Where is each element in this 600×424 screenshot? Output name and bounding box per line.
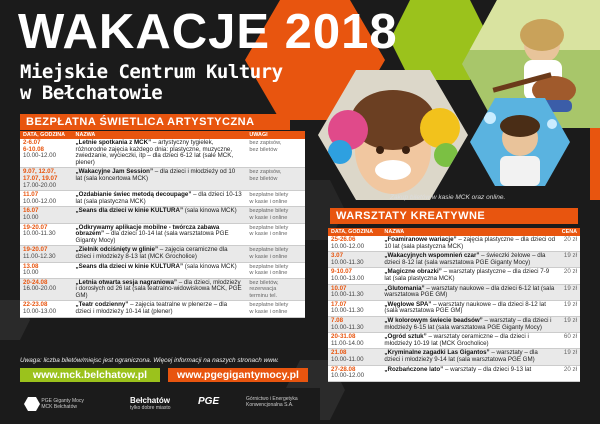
row-time: 10.00-11.30 [331, 323, 364, 331]
row-time: 10.00-12.00 [23, 152, 57, 160]
row-activity-description: – warsztaty plastyczne – dla dzieci 7-9 lat (sala plastyczna MCK) [384, 268, 550, 282]
table-free-activities [20, 131, 305, 318]
row-activity-title: „Węglowe SPA” [384, 300, 432, 308]
row-activity-description: – świeczki żelowe – dla dzieci 8-12 lat (sala warsztatowa PGE Giganty Mocy) [384, 252, 546, 266]
table-row [328, 300, 580, 316]
row-date [20, 301, 73, 317]
pge-sub-label: Górnictwo i Energetyka Konwencjonalna S.A. [246, 396, 298, 408]
row-price: 19 zł [558, 284, 580, 300]
pge-gm-label: PGE Giganty Mocy MCK Bełchatów [41, 398, 84, 410]
row-time: 10.00-13.00 [23, 308, 57, 316]
row-activity-title: „Rozbańczone lato” [384, 365, 444, 373]
row-activity-title: „Seans dla dzieci w kinie KULTURA” [75, 262, 184, 270]
table-row [328, 333, 580, 349]
table-header-row [328, 228, 580, 236]
photo-boy-splash [470, 98, 570, 186]
row-date-text: 9.07, 12.07, 17.07, 19.07 [23, 168, 58, 182]
pge-website-link[interactable]: www.pgegigantymocy.pl [168, 368, 308, 382]
row-note: bezpłatne bilety w kasie i online [246, 301, 305, 317]
row-note: bez biletów, rezerwacja terminu tel. [246, 278, 305, 301]
row-activity-description: – warsztaty naukowe – dla dzieci 8-12 lat (sala warsztatowa PGE GM) [384, 300, 546, 315]
row-date-text: 17.07 [331, 300, 347, 308]
limited-seats-note: Uwaga: liczba biletów/miejsc jest ograniczona. Więcej informacji na naszych stronach www. [20, 357, 279, 364]
row-date [328, 252, 381, 268]
row-time: 10.00-12.00 [23, 197, 57, 205]
row-activity-description: (sala kinowa MCK) [183, 262, 237, 270]
row-note: bezpłatne bilety w kasie i online [246, 207, 305, 223]
row-note: bezpłatne bilety w kasie i online [246, 223, 305, 246]
row-activity-description: – dla dzieci, młodzieży i dorosłych od 26 lat (sala teatralno-widowiskowa MCK, PGE GM) [75, 278, 242, 299]
row-date [20, 262, 73, 278]
row-date [328, 300, 381, 316]
row-activity-title: „Letnie spotkania z MCK” [75, 139, 152, 146]
row-activity-title: „Wakacyjnych wspomnień czar” [384, 252, 480, 260]
pge-label: PGE [198, 396, 220, 407]
row-date-text: 10.07 [331, 284, 347, 292]
row-activity [381, 252, 558, 268]
row-time: 10.00-11.30 [331, 258, 364, 266]
row-activity [73, 223, 247, 246]
col-date: DATA, GODZINA [328, 228, 381, 236]
row-price: 19 zł [558, 316, 580, 332]
row-activity-title: „Teatr codzienny” [75, 301, 129, 309]
row-date-text: 19-20.07 [23, 246, 48, 254]
logo-pge-giganty-mocy [24, 396, 84, 412]
row-price: 60 zł [558, 333, 580, 349]
row-activity-description: (sala kinowa MCK) [183, 207, 237, 215]
row-date-text: 9-10.07 [331, 268, 352, 276]
row-time: 10.00-12.00 [331, 242, 365, 250]
row-date [20, 278, 73, 301]
row-date [20, 168, 73, 191]
row-activity-title: „Odkrywamy aplikacje mobilne - twórcza zabawa obrazem” [75, 223, 220, 238]
row-time: 10.00-11.30 [23, 230, 56, 238]
row-note: bez zapisów, bez biletów [246, 168, 305, 191]
table-row [20, 168, 305, 191]
row-note: bezpłatne bilety w kasie i online [246, 262, 305, 278]
row-price: 19 zł [558, 300, 580, 316]
mck-website-link[interactable]: www.mck.belchatow.pl [20, 368, 160, 382]
row-date-text: 3.07 [331, 252, 344, 260]
col-name: NAZWA [381, 228, 558, 236]
row-date-text: 21.08 [331, 349, 347, 357]
table-row [328, 349, 580, 365]
row-activity-description: – warsztaty naukowe – dla dzieci 6-12 lat (sala warsztatowa PGE GM) [384, 284, 555, 299]
row-date [328, 333, 381, 349]
row-date-text: 19-20.07 [23, 223, 48, 231]
table-row [20, 207, 305, 223]
row-activity-description: – dla dzieci 10-13 lat (sala plastyczna MCK) [75, 191, 242, 205]
row-activity-title: „Letnia otwarta sesja nagraniowa” [75, 278, 177, 286]
row-activity-description: – zajęcia teatralne w plenerze – dla dzieci i młodzieży 10-14 lat (plener) [75, 301, 228, 316]
row-time: 16.00-20.00 [23, 285, 57, 293]
row-date [20, 223, 73, 246]
row-date-text: 22-23.08 [23, 301, 48, 309]
row-activity-title: „Foamiranowe wariacje” [384, 236, 457, 243]
row-activity-description: – dla dzieci i młodzieży od 10 lat (sala koncertowa MCK) [75, 168, 236, 182]
row-activity-title: „Magiczne obrazki” [384, 268, 442, 276]
row-activity-title: „Glutomania” [384, 284, 425, 292]
row-time: 11.00-12.30 [23, 252, 56, 260]
table-row [328, 365, 580, 381]
row-activity-description: – dla dzieci 10-14 lat (sala warsztatowa PGE Giganty Mocy) [75, 230, 229, 244]
row-activity [73, 207, 247, 223]
row-price: 20 zł [558, 365, 580, 381]
row-date-text: 2-6.07 6-10.08 [23, 139, 44, 153]
row-date-text: 7.08 [331, 316, 344, 324]
table-row [328, 236, 580, 252]
subtitle-line-2: w Bełchatowie [20, 82, 163, 104]
table-row [328, 268, 580, 284]
row-activity-description: – zajęcia ceramiczne dla dzieci i młodzieży 8-13 lat (MCK Grocholice) [75, 246, 228, 260]
row-activity [381, 349, 558, 365]
row-activity-description: – warsztaty – dla dzieci 9-13 lat [443, 365, 532, 373]
row-activity [73, 139, 247, 168]
logo-pge [198, 396, 219, 407]
logo-pge-gike [246, 396, 298, 408]
row-time: 10.00-11.00 [331, 355, 364, 363]
row-activity-title: „Zielnik odciśnięty w glinie” [75, 246, 159, 254]
row-date [328, 316, 381, 332]
row-price: 20 zł [558, 236, 580, 252]
row-price: 19 zł [558, 252, 580, 268]
row-activity [381, 268, 558, 284]
row-date [328, 268, 381, 284]
row-time: 11.00-14.00 [331, 339, 364, 347]
row-activity [381, 316, 558, 332]
table-creative-workshops [328, 228, 580, 382]
table-row [20, 278, 305, 301]
belchatow-label: Bełchatów [130, 396, 171, 405]
row-date [328, 236, 381, 252]
row-time: 10.00-12.00 [331, 372, 365, 380]
row-activity [381, 300, 558, 316]
row-activity [73, 262, 247, 278]
hexagon-logo-icon [24, 396, 40, 412]
row-date-text: 16.07 [23, 207, 39, 215]
row-activity-title: „Wakacyjne Jam Session” [75, 168, 154, 176]
row-activity-title: „Ozdabianie świec metodą decoupage” [75, 191, 192, 199]
table-row [20, 262, 305, 278]
row-date [20, 246, 73, 262]
belchatow-tagline: tylko dobre miasto [130, 405, 171, 411]
row-time: 10.00 [23, 269, 39, 277]
row-activity [381, 284, 558, 300]
table-row [20, 223, 305, 246]
row-note: bezpłatne bilety w kasie i online [246, 191, 305, 207]
row-date [328, 365, 381, 381]
logo-belchatow [130, 396, 171, 411]
table-header-row [20, 131, 305, 139]
row-time: 10.00 [23, 213, 39, 221]
col-price: CENA [558, 228, 580, 236]
row-activity-title: „W kolorowym świecie beadsów” [384, 316, 483, 324]
row-date-text: 20-31.08 [331, 333, 356, 341]
row-activity-description: – warsztaty – dla dzieci i młodzieży 9-14 lat (sala warsztatowa PGE GM) [384, 349, 538, 363]
table-row [20, 301, 305, 317]
row-price: 19 zł [558, 349, 580, 365]
row-date-text: 13.08 [23, 262, 39, 270]
row-price: 20 zł [558, 268, 580, 284]
row-date [328, 284, 381, 300]
row-activity [381, 333, 558, 349]
row-activity [381, 236, 558, 252]
row-note: bezpłatne bilety w kasie i online [246, 246, 305, 262]
row-activity [73, 301, 247, 317]
row-activity [73, 278, 247, 301]
row-time: 17.00-20.00 [23, 181, 57, 189]
section-title-free-workshop: BEZPŁATNA ŚWIETLICA ARTYSTYCZNA [20, 114, 290, 130]
row-activity-description: – warsztaty – dla dzieci i młodzieży 6-15 lat (sala warsztatowa PGE Giganty Mocy) [384, 316, 552, 331]
row-activity-description: – zajęcia plastyczne – dla dzieci od 10 lat (sala plastyczna MCK) [384, 236, 556, 250]
row-time: 10.00-11.30 [331, 307, 364, 315]
poster-title: WAKACJE 2018 [18, 5, 398, 59]
row-activity [381, 365, 558, 381]
row-date [20, 191, 73, 207]
section-title-creative-workshops: WARSZTATY KREATYWNE [330, 208, 578, 224]
row-date-text: 27-28.08 [331, 365, 356, 373]
row-time: 10.00-11.30 [331, 291, 364, 299]
row-activity-title: „Seans dla dzieci w kinie KULTURA” [75, 207, 184, 215]
row-date-text: 25-26.06 [331, 236, 356, 243]
table-row [328, 252, 580, 268]
row-note: bez zapisów, bez biletów [246, 139, 305, 168]
row-activity-description: – artystyczny tygielek, różnorodne zajęcia każdego dnia: plastyczne, muzyczne, zwiedzanie, wycieczki, itp – dla dzieci 6-12 lat (sale MCK, plener) [75, 139, 234, 166]
photo-child-painted-hands [318, 70, 468, 200]
ticket-note: Zakup biletów w kasie MCK oraz online. [390, 194, 506, 201]
row-activity-description: – warsztaty ceramiczne – dla dzieci i młodzieży 10-19 lat (MCK Grocholice) [384, 333, 529, 347]
row-date-text: 11.07 [23, 191, 39, 199]
row-date-text: 20-24.08 [23, 278, 48, 286]
row-activity [73, 168, 247, 191]
row-activity [73, 191, 247, 207]
poster-subtitle [20, 62, 283, 104]
col-notes: UWAGI [246, 131, 305, 139]
row-activity-title: „Kryminalne zagadki Las Gigantos” [384, 349, 490, 357]
table-row [328, 316, 580, 332]
table-row [328, 284, 580, 300]
row-activity [73, 246, 247, 262]
subtitle-line-1: Miejskie Centrum Kultury [20, 61, 283, 83]
col-date: DATA, GODZINA [20, 131, 73, 139]
row-date [20, 139, 73, 168]
table-row [20, 246, 305, 262]
row-date [328, 349, 381, 365]
table-row [20, 191, 305, 207]
row-date [20, 207, 73, 223]
row-activity-title: „Ogród sztuk” [384, 333, 427, 341]
col-name: NAZWA [73, 131, 247, 139]
row-time: 10.00-13.00 [331, 274, 365, 282]
table-row [20, 139, 305, 168]
